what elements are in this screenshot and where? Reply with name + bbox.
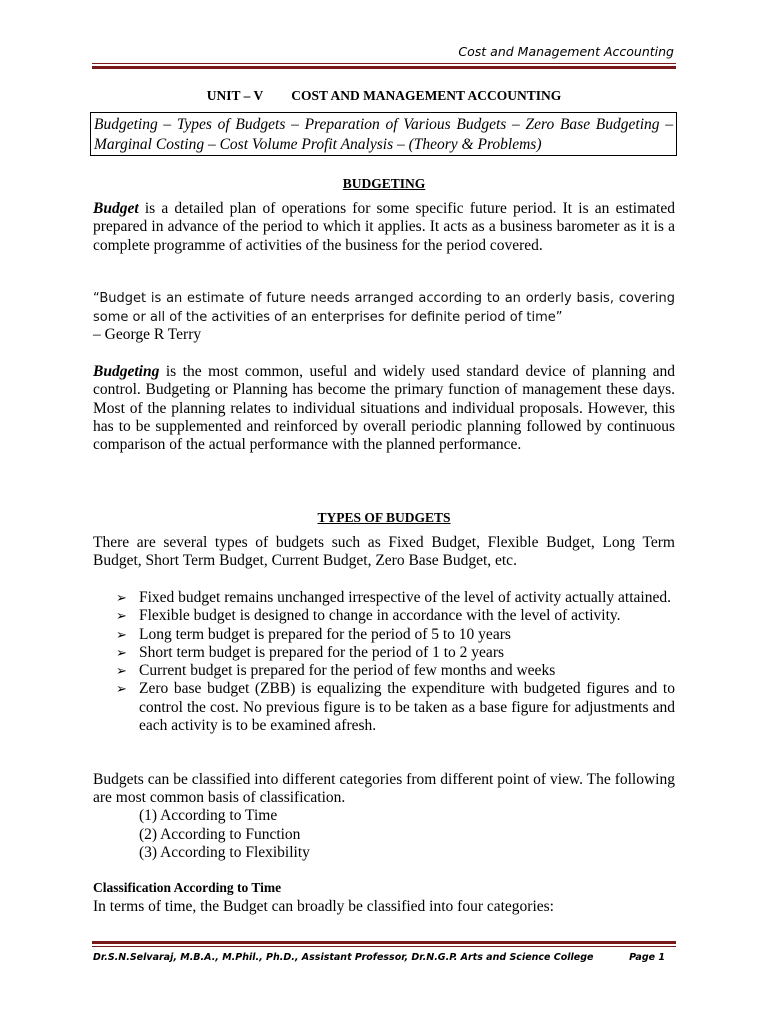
budgeting-term: Budgeting [93,363,160,380]
running-header-title: Cost and Management Accounting [458,44,674,59]
footer-rule-thick [92,941,676,944]
list-item: ➢ Short term budget is prepared for the period of 1 to 2 years [116,643,505,661]
classification-item: (2) According to Function [139,825,301,843]
header-rule-thin [92,63,676,64]
arrow-bullet-icon: ➢ [116,626,127,642]
list-item: ➢ Long term budget is prepared for the period of 5 to 10 years [116,625,511,643]
heading-budgeting: BUDGETING [342,176,426,191]
list-item: ➢ Flexible budget is designed to change in accordance with the level of activity. [116,607,621,625]
list-item: ➢ Zero base budget (ZBB) is equalizing the expenditure with budgeted figures and to control the cost. No previous figure is to be taken as a base figure for adjustments and each activity is to be examined afresh. [116,680,675,735]
page-footer [93,952,665,963]
arrow-bullet-icon: ➢ [116,663,127,679]
budget-types-list [116,589,675,735]
header-rule-thick [92,66,676,69]
budget-definition [93,200,675,255]
quote-author: – George R Terry [93,326,202,343]
terry-quote: “Budget is an estimate of future needs arranged according to an orderly basis, covering some or all of the activities of an enterprises for definite period of time” [93,291,675,325]
budgeting-paragraph [93,363,675,454]
unit-title: COST AND MANAGEMENT ACCOUNTING [291,88,562,103]
list-item: ➢ Current budget is prepared for the period of few months and weeks [116,662,556,680]
classification-time-text: In terms of time, the Budget can broadly be classified into four categories: [93,898,554,915]
footer-author: Dr.S.N.Selvaraj, M.B.A., M.Phil., Ph.D., Assistant Professor, Dr.N.G.P. Arts and Science College [93,952,594,963]
page-number: Page 1 [629,952,665,963]
budget-term: Budget [93,200,139,217]
classification-intro: Budgets can be classified into different categories from different point of view. The following are most common basis of classification. [93,771,675,807]
classification-item: (3) According to Flexibility [139,844,310,861]
classification-item: (1) According to Time [139,807,278,824]
types-intro: There are several types of budgets such as Fixed Budget, Flexible Budget, Long Term Budget, Short Term Budget, Current Budget, Zero Base Budget, etc. [93,534,675,570]
arrow-bullet-icon: ➢ [116,590,127,605]
topics-box: Budgeting – Types of Budgets – Preparation of Various Budgets – Zero Base Budgeting – Marginal Costing – Cost Volume Profit Analysis – (Theory & Problems) [90,112,677,156]
unit-heading [0,88,768,104]
budgeting-paragraph-text: is the most common, useful and widely used standard device of planning and control. Budgeting or Planning has become the primary function of management these days. Most of the planning relates to individual situations and individual proposals. However, this has to be supplemented and reinforced by overall periodic planning followed by continuous comparison of the actual performance with the planned performance. [93,363,675,454]
heading-classification-time: Classification According to Time [93,880,282,895]
arrow-bullet-icon: ➢ [116,644,127,660]
heading-types-of-budgets: TYPES OF BUDGETS [317,510,451,525]
list-item: ➢ Fixed budget remains unchanged irrespective of the level of activity actually attained. [116,589,671,606]
footer-rule-thin [92,946,676,947]
arrow-bullet-icon: ➢ [116,608,127,624]
unit-label: UNIT – V [206,88,264,103]
budget-definition-text: is a detailed plan of operations for some specific future period. It is an estimated prepared in advance of the period to which it applies. It acts as a business barometer as it is a complete programme of activities of the business for the period covered. [93,200,675,254]
classification-list [139,807,310,863]
arrow-bullet-icon: ➢ [116,681,127,697]
